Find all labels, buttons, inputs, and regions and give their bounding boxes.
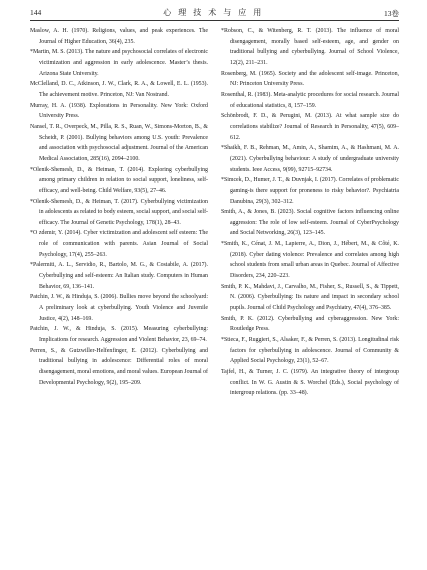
- reference-entry: Schönbrodt, F. D., & Perugini, M. (2013). At what sample size do correlations stabilize? Journal of Research in Personality, 47(5), 609–612.: [221, 113, 399, 141]
- reference-entry: *Robson, C., & Witenberg, R. T. (2013). The influence of moral disengagement, morally based self-esteem, age, and gender on traditional bullying and cyberbullying. Journal of School Violence, 12(2), 211–231.: [221, 28, 399, 66]
- reference-entry: *Olenik-Shemesh, D., & Heiman, T. (2017). Cyberbullying victimization in adolescents as related to body esteem, social support, and social self-efficacy. The Journal of Genetic Psychology, 178(1), 28–43.: [30, 198, 208, 226]
- reference-entry: *O zdemir, Y. (2014). Cyber victimization and adolescent self esteem: The role of communication with parents. Asian Journal of Social Psychology, 17(4), 255–263.: [30, 230, 208, 258]
- reference-entry: *Martin, M. S. (2013). The nature and psychosocial correlates of electronic victimization and aggression in early adolescence. Master’s thesis. Arizona State University.: [30, 49, 208, 77]
- reference-entry: *Palermiti, A. L., Servidio, R., Bartolo, M. G., & Costabile, A. (2017). Cyberbullying and self-esteem: An Italian study. Computers in Human Behavior, 69, 136–141.: [30, 262, 208, 290]
- reference-entry: Maslow, A. H. (1970). Religions, values, and peak experiences. The Journal of Higher Education, 36(4), 235.: [30, 28, 208, 45]
- reference-entry: Smith, P. K. (2012). Cyberbullying and cyberaggression. New York: Routledge Press.: [221, 315, 399, 333]
- reference-entry: Rosenthal, R. (1983). Meta-analytic procedures for social research. Journal of educational statistics, 8, 157–159.: [221, 91, 399, 109]
- reference-entry: Patchin, J. W., & Hinduja, S. (2015). Measuring cyberbullying: Implications for research. Aggression and Violent Behavior, 23, 69–74.: [30, 326, 208, 344]
- reference-entry: McClelland, D. C., Atkinson, J. W., Clark, R. A., & Lowell, E. L. (1953). The achievement motive. Princeton, NJ: Van Nostrand.: [30, 81, 208, 98]
- references-left-column: [30, 26, 208, 388]
- reference-entry: *Olenik-Shemesh, D., & Heiman, T. (2014). Exploring cyberbullying among primary children in relation to social support, loneliness, self-efficacy, and well-being. Child Welfare, 93(5), 27–46.: [30, 166, 208, 194]
- reference-entry: *Smith, K., Cénat, J. M., Lapierre, A., Dion, J., Hébert, M., & Côté, K. (2018). Cyber dating violence: Prevalence and correlates among high school students from small urban areas in Quebec. Journal of Affective Disorders, 234, 220–223.: [221, 241, 399, 280]
- page-header: [0, 0, 427, 22]
- volume-label: 13卷: [384, 9, 399, 18]
- references-right-column: [221, 26, 399, 399]
- reference-entry: *Stieca, F., Ruggieri, S., Alsaker, F., & Perren, S. (2013). Longitudinal risk factors for cyberbullying in adolescence. Journal of Community & Applied Social Psychology, 23(1), 52–67.: [221, 337, 399, 365]
- reference-entry: Smith, A., & Jones, B. (2023). Social cognitive factors influencing online aggression: The role of low self-esteem. Journal of CyberPsychology and Social Networking, 26(3), 123–145.: [221, 209, 399, 237]
- reference-entry: *Simcek, D., Humer, J. T., & Duvnjak, I. (2017). Correlates of problematic gaming-is there support for proneness to risky behavior?. Psychiatria Danubina, 29(3), 302–312.: [221, 177, 399, 205]
- reference-entry: Smith, P. K., Mahdavi, J., Carvalho, M., Fisher, S., Russell, S., & Tippett, N. (2006). Cyberbullying: Its nature and impact in secondary school pupils. Journal of Child Psychology and Psychiatry, 47(4), 376–385.: [221, 283, 399, 312]
- reference-entry: Patchin, J. W., & Hinduja, S. (2006). Bullies move beyond the schoolyard: A preliminary look at cyberbullying. Youth Violence and Juvenile Justice, 4(2), 148–169.: [30, 294, 208, 322]
- reference-entry: *Shaikh, F. B., Rehman, M., Amin, A., Shamim, A., & Hashmani, M. A. (2021). Cyberbullying behaviour: A study of undergraduate university students. Ieee Access, 9(99), 92715–92734.: [221, 145, 399, 173]
- page-number: 144: [30, 8, 42, 17]
- header-rule: [30, 20, 399, 21]
- journal-title: 心 理 技 术 与 应 用: [163, 8, 264, 17]
- reference-entry: Tajfel, H., & Turner, J. C. (1979). An integrative theory of intergroup conflict. In W. G. Austin & S. Worchel (Eds.), Social psychology of intergroup relations. (pp. 33–48).: [221, 369, 399, 397]
- reference-entry: Murray, H. A. (1938). Explorations in Personality. New York: Oxford University Press.: [30, 102, 208, 120]
- reference-entry: Perren, S., & Gutzwiller-Helfenfinger, E. (2012). Cyberbullying and traditional bullying in adolescence: Differential roles of moral disengagement, moral emotions, and moral values. European Journal of Developmental Psychology, 9(2), 195–209.: [30, 347, 208, 386]
- reference-entry: Nansel, T. R., Overpeck, M., Pilla, R. S., Ruan, W., Simons-Morton, B., & Scheidt, P. (2001). Bullying behaviors among U.S. youth: Prevalence and association with psychosocial adjustment. Journal of the American Medical Association, 285(16), 2094–2100.: [30, 123, 208, 162]
- reference-entry: Rosenberg, M. (1965). Society and the adolescent self-image. Princeton, NJ: Princeton University Press.: [221, 70, 399, 88]
